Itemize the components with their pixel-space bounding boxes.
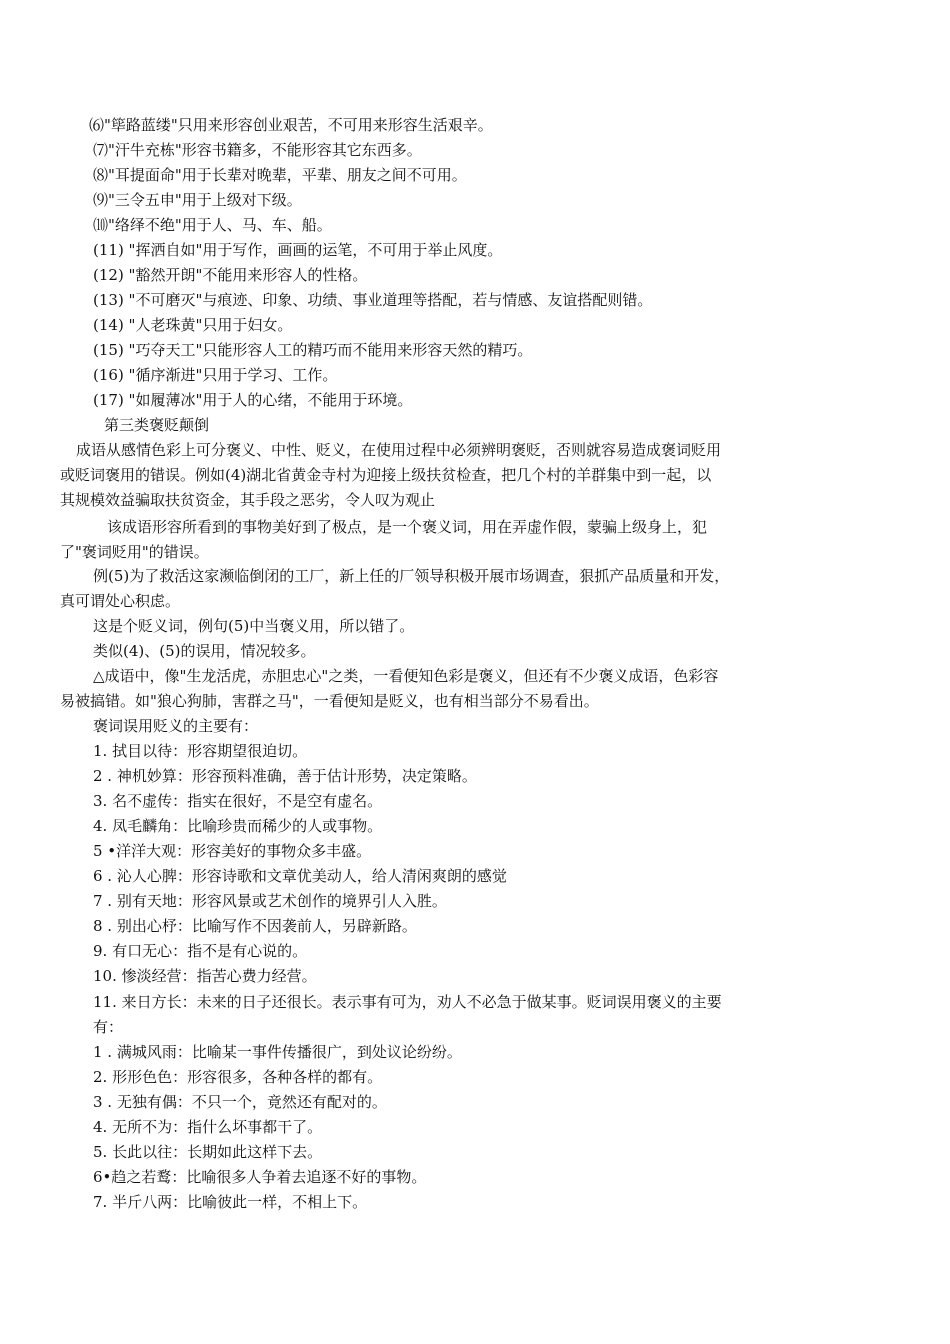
list-item: 9. 有口无心：指不是有心说的。 — [93, 942, 308, 960]
section-heading: 第三类褒贬颠倒 — [104, 416, 210, 434]
list-item: 5. 长此以往：长期如此这样下去。 — [93, 1143, 323, 1161]
text-line: ⑽"络绎不绝"用于人、马、车、船。 — [93, 216, 332, 234]
text-line: ⑻"耳提面命"用于长辈对晚辈，平辈、朋友之间不可用。 — [93, 166, 467, 184]
text-line: ⑺"汗牛充栋"形容书籍多，不能形容其它东西多。 — [93, 141, 422, 159]
text-line: 易被搞错。如"狼心狗肺，害群之马"，一看便知是贬义，也有相当部分不易看出。 — [60, 692, 599, 710]
list-item: 7. 半斤八两：比喻彼此一样，不相上下。 — [93, 1193, 368, 1211]
list-item: 6 . 沁人心脾：形容诗歌和文章优美动人，给人清闲爽朗的感觉 — [93, 867, 507, 885]
list-item: 8 . 别出心杼：比喻写作不因袭前人，另辟新路。 — [93, 917, 417, 935]
list-item: 7 . 别有天地：形容风景或艺术创作的境界引人入胜。 — [93, 892, 447, 910]
list-item: 1. 拭目以待：形容期望很迫切。 — [93, 742, 308, 760]
text-line: 例(5)为了救活这家濒临倒闭的工厂，新上任的厂领导积极开展市场调查，狠抓产品质量和开发， — [93, 567, 730, 585]
list-item: 10. 惨淡经营：指苦心费力经营。 — [93, 967, 317, 985]
list-item: 1 . 满城风雨：比喻某一事件传播很广，到处议论纷纷。 — [93, 1043, 462, 1061]
text-line: (12) "豁然开朗"不能用来形容人的性格。 — [93, 266, 368, 284]
list-item: 4. 无所不为：指什么坏事都干了。 — [93, 1118, 323, 1136]
text-line: △成语中，像"生龙活虎，赤胆忠心"之类，一看便知色彩是褒义，但还有不少褒义成语，色彩容 — [93, 667, 719, 685]
list-item: 2. 形形色色：形容很多，各种各样的都有。 — [93, 1068, 383, 1086]
list-item: 11. 来日方长：未来的日子还很长。表示事有可为，劝人不必急于做某事。贬词误用褒义的主要 — [93, 993, 722, 1011]
text-line: (16) "循序渐进"只用于学习、工作。 — [93, 366, 338, 384]
list-item: 4. 凤毛麟角：比喻珍贵而稀少的人或事物。 — [93, 817, 383, 835]
list-item: 2 . 神机妙算：形容预料准确，善于估计形势，决定策略。 — [93, 767, 477, 785]
text-line: 该成语形容所看到的事物美好到了极点，是一个褒义词，用在弄虚作假，蒙骗上级身上，犯 — [107, 518, 708, 536]
text-line: 褒词误用贬义的主要有： — [93, 717, 259, 735]
text-line: ⑹"筚路蓝缕"只用来形容创业艰苦，不可用来形容生活艰辛。 — [89, 116, 493, 134]
text-line: 这是个贬义词，例句(5)中当褒义用，所以错了。 — [93, 617, 415, 635]
list-item: 5 •洋洋大观：形容美好的事物众多丰盛。 — [93, 842, 372, 860]
text-line: 其规模效益骗取扶贫资金，其手段之恶劣，令人叹为观止 — [60, 491, 436, 509]
text-line: 真可谓处心积虑。 — [60, 592, 181, 610]
text-line: (11) "挥洒自如"用于写作，画画的运笔，不可用于举止风度。 — [93, 241, 503, 259]
text-line: (15) "巧夺天工"只能形容人工的精巧而不能用来形容天然的精巧。 — [93, 341, 533, 359]
text-line: 或贬词褒用的错误。例如(4)湖北省黄金寺村为迎接上级扶贫检查，把几个村的羊群集中到一起，以 — [60, 466, 712, 484]
list-item: 3. 名不虚传：指实在很好，不是空有虚名。 — [93, 792, 383, 810]
text-line: 成语从感情色彩上可分褒义、中性、贬义，在使用过程中必须辨明褒贬，否则就容易造成褒词贬用 — [76, 441, 722, 459]
list-item: 3 . 无独有偶：不只一个，竟然还有配对的。 — [93, 1093, 387, 1111]
text-line: 类似(4)、(5)的误用，情况较多。 — [93, 642, 316, 660]
list-item: 6•趋之若鹜：比喻很多人争着去追逐不好的事物。 — [93, 1168, 427, 1186]
text-line: (17) "如履薄冰"用于人的心绪，不能用于环境。 — [93, 391, 413, 409]
text-line: 了"褒词贬用"的错误。 — [60, 543, 209, 561]
text-line: (14) "人老珠黄"只用于妇女。 — [93, 316, 293, 334]
text-line: (13) "不可磨灭"与痕迹、印象、功绩、事业道理等搭配，若与情感、友谊搭配则错。 — [93, 291, 653, 309]
text-line: ⑼"三令五申"用于上级对下级。 — [93, 191, 302, 209]
text-line: 有： — [93, 1018, 124, 1036]
